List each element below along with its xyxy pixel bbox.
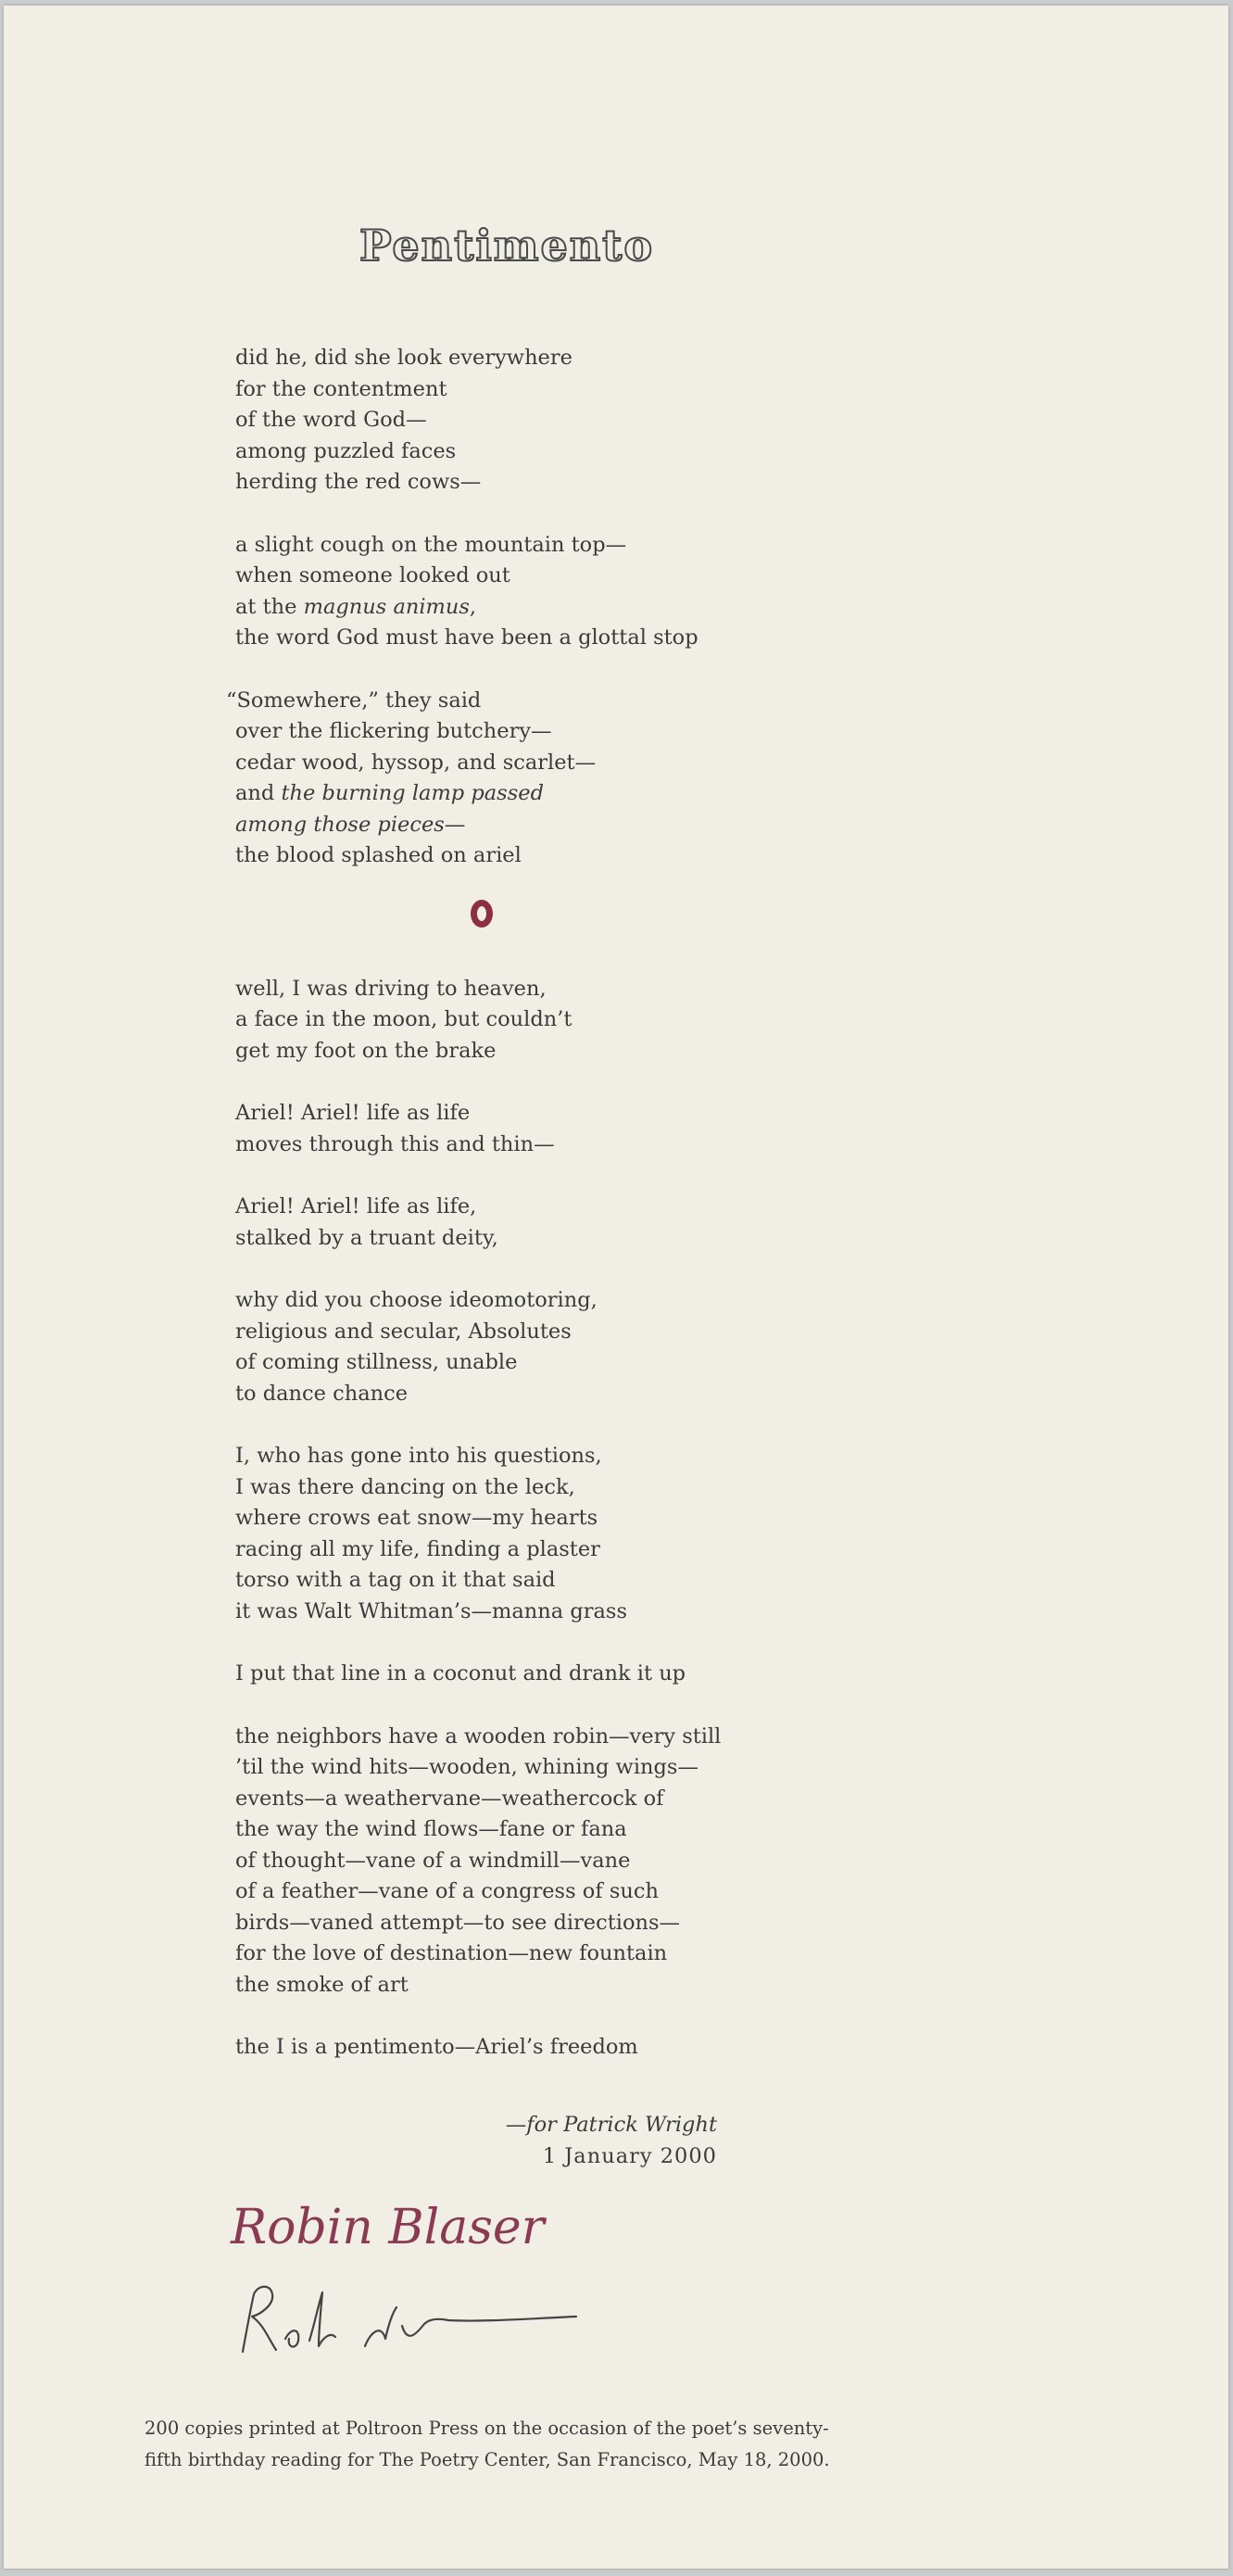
poem-line: the smoke of art — [235, 1972, 409, 1997]
poem-line: moves through this and thin— — [235, 1131, 555, 1156]
poem-line: where crows eat snow—my hearts — [235, 1506, 598, 1530]
poem-line: birds—vaned attempt—to see directions— — [235, 1910, 681, 1935]
poem-line: the word God must have been a glottal stop — [235, 625, 698, 650]
poem-line: a slight cough on the mountain top— — [235, 532, 627, 557]
poem-line: “Somewhere,” they said — [226, 688, 482, 713]
dedication: —for Patrick Wright — [505, 2113, 717, 2137]
poem-line: herding the red cows— — [235, 470, 482, 494]
poem-line: of thought—vane of a windmill—vane — [235, 1848, 631, 1873]
stanza — [235, 1285, 1162, 1409]
poem-title: Pentimento — [359, 221, 655, 271]
poem-line: I was there dancing on the leck, — [235, 1474, 575, 1499]
stanza — [235, 2032, 1162, 2064]
colophon-line: fifth birthday reading for The Poetry Center, San Francisco, May 18, 2000. — [145, 2449, 830, 2470]
poem-date: 1 January 2000 — [542, 2144, 717, 2168]
poem-line: did he, did she look everywhere — [235, 346, 572, 370]
poem-line: well, I was driving to heaven, — [235, 976, 547, 1001]
poem-line: of a feather—vane of a congress of such — [235, 1879, 659, 1903]
poem-line: events—a weathervane—weathercock of — [235, 1786, 664, 1811]
poem-line: a face in the moon, but couldn’t — [235, 1007, 572, 1031]
broadside-sheet — [4, 6, 1228, 2569]
poem-line: to dance chance — [235, 1381, 409, 1406]
poem-line: the blood splashed on ariel — [235, 843, 522, 867]
poem-line: religious and secular, Absolutes — [235, 1319, 572, 1344]
stanza — [235, 1441, 1162, 1627]
poem-line: Ariel! Ariel! life as life, — [235, 1194, 477, 1219]
author-name: Robin Blaser — [231, 2200, 545, 2255]
poem-line: I, who has gone into his questions, — [235, 1444, 602, 1468]
poem-line: stalked by a truant deity, — [235, 1225, 498, 1250]
stanza — [235, 1722, 1162, 2001]
poem-line: I put that line in a coconut and drank it up — [235, 1661, 686, 1686]
poem-line: the way the wind flows—fane or fana — [235, 1817, 627, 1841]
poem-line: racing all my life, finding a plaster — [235, 1536, 600, 1561]
poem-line: the neighbors have a wooden robin—very still — [235, 1724, 722, 1749]
poem-line: get my foot on the brake — [235, 1038, 497, 1063]
poem-line: for the contentment — [235, 376, 447, 401]
stanza — [235, 1098, 1162, 1160]
poem-line: torso with a tag on it that said — [235, 1568, 556, 1592]
poem-line: and the burning lamp passed — [235, 781, 544, 805]
poem-line: the I is a pentimento—Ariel’s freedom — [235, 2035, 638, 2059]
dedication-block — [421, 2109, 717, 2172]
poem-line: it was Walt Whitman’s—manna grass — [235, 1598, 627, 1623]
stanza — [235, 343, 1162, 499]
poem-line: ’til the wind hits—wooden, whining wings— — [235, 1755, 698, 1779]
stanza — [226, 686, 1162, 872]
stanza — [235, 974, 1162, 1067]
poem-line: Ariel! Ariel! life as life — [235, 1101, 471, 1125]
poem-line: among those pieces— — [235, 812, 466, 837]
stanza — [235, 1192, 1162, 1254]
colophon — [145, 2413, 1071, 2476]
stanza — [235, 530, 1162, 654]
poem-line: over the flickering butchery— — [235, 719, 552, 743]
ornament-circle-icon — [471, 900, 493, 928]
poem-line: of the word God— — [235, 408, 427, 432]
poem-line: at the magnus animus, — [235, 594, 477, 619]
poem-line: cedar wood, hyssop, and scarlet— — [235, 750, 597, 775]
poem-line: among puzzled faces — [235, 438, 457, 463]
poem-line: why did you choose ideomotoring, — [235, 1288, 598, 1312]
poem-line: of coming stillness, unable — [235, 1350, 518, 1374]
poem-body — [226, 343, 1162, 2064]
poem-line: when someone looked out — [235, 563, 510, 587]
stanza — [235, 1659, 1162, 1690]
colophon-line: 200 copies printed at Poltroon Press on the occasion of the poet’s seventy- — [145, 2418, 829, 2439]
poem-line: for the love of destination—new fountain — [235, 1941, 668, 1965]
handwritten-signature — [226, 2267, 597, 2368]
